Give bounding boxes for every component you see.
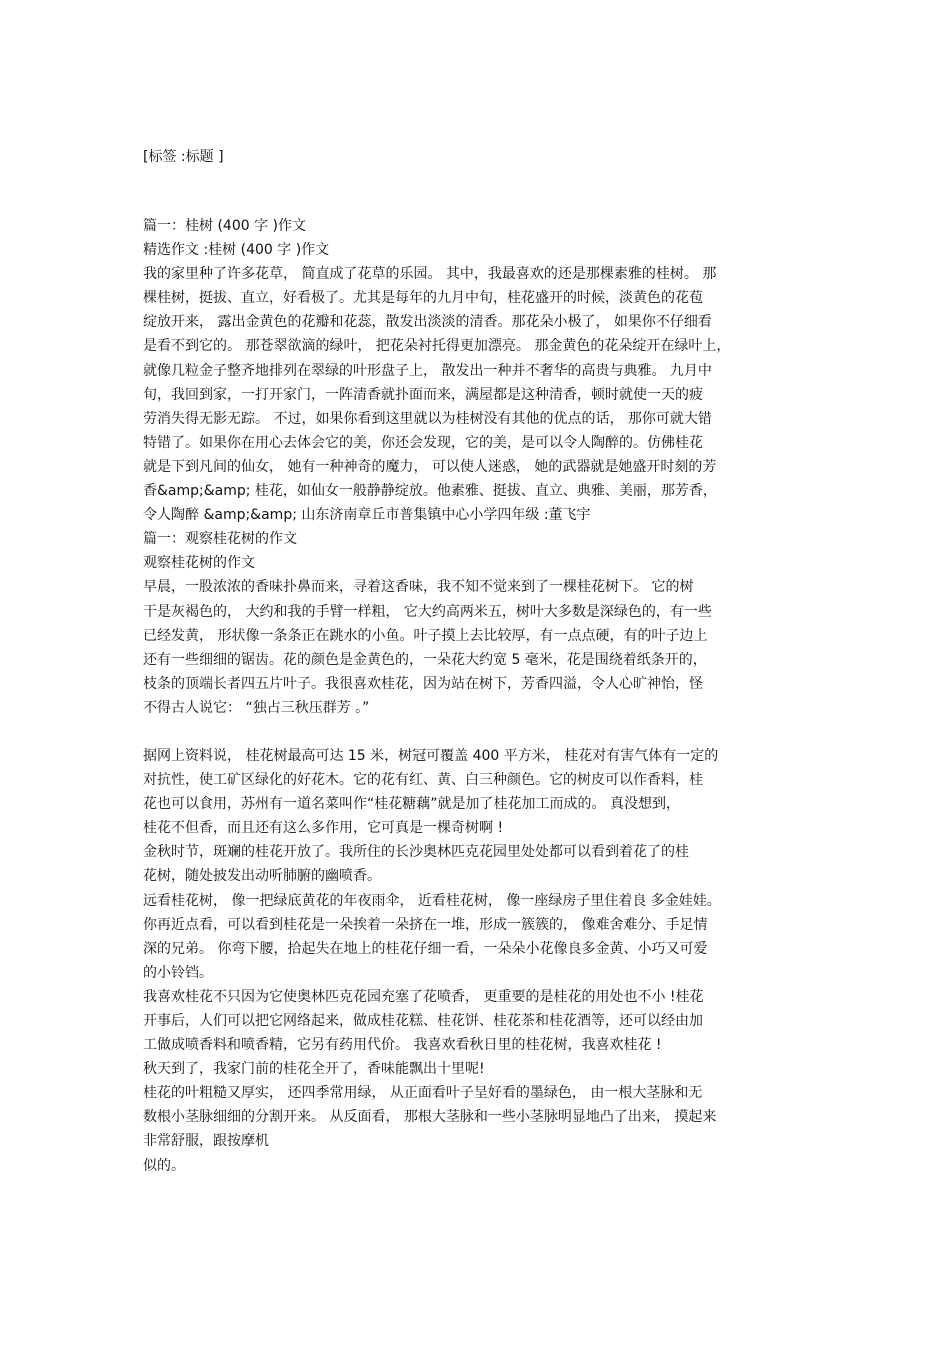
text-line: 篇一：桂树 (400 字 )作文 — [143, 218, 306, 234]
text-line: 数根小茎脉细细的分割开来。 从反面看， 那根大茎脉和一些小茎脉明显地凸了出来， 摸起来 — [143, 1109, 717, 1126]
text-line: 开事后，人们可以把它网络起来，做成桂花糕、桂花饼、桂花茶和桂花酒等，还可以经由加 — [143, 1013, 703, 1029]
text-line: 远看桂花树， 像一把绿底黄花的年夜雨伞， 近看桂花树， 像一座绿房子里住着良 多金娃娃。 — [143, 892, 721, 909]
text-line: 你再近点看，可以看到桂花是一朵挨着一朵挤在一堆，形成一簇簇的， 像难舍难分、手足情 — [143, 916, 708, 933]
tag-label: [标签 :标题 ] — [143, 149, 224, 165]
text-line: 香&amp;&amp; 桂花，如仙女一般静静绽放。他素雅、挺拔、直立、典雅、美丽，那芳香， — [143, 483, 717, 500]
text-line: 已经发黄， 形状像一条条正在跳水的小鱼。叶子摸上去比较厚，有一点点硬，有的叶子边上 — [143, 627, 708, 644]
text-line: 棵桂树，挺拔、直立，好看极了。尤其是每年的九月中旬，桂花盛开的时候，淡黄色的花苞 — [143, 290, 703, 307]
text-line: 特错了。如果你在用心去体会它的美，你还会发现，它的美，是可以令人陶醉的。仿佛桂花 — [143, 434, 703, 451]
text-line: 就是下到凡间的仙女， 她有一种神奇的魔力， 可以使人迷惑， 她的武器就是她盛开时刻的芳 — [143, 458, 717, 475]
text-line: 工做成喷香料和喷香精，它另有药用代价。 我喜欢看秋日里的桂花树，我喜欢桂花 ! — [143, 1037, 662, 1054]
text-line: 非常舒服，跟按摩机 — [143, 1133, 269, 1150]
text-line: 我的家里种了许多花草， 简直成了花草的乐园。 其中，我最喜欢的还是那棵素雅的桂树。 那 — [143, 266, 717, 283]
text-line: 桂花不但香，而且还有这么多作用，它可真是一棵奇树啊 ! — [143, 820, 504, 837]
text-line: 据网上资料说， 桂花树最高可达 15 米，树冠可覆盖 400 平方米， 桂花对有害气体有一定的 — [143, 747, 719, 764]
paragraph-gap — [143, 720, 808, 744]
text-line: 深的兄弟。 你弯下腰，拾起失在地上的桂花仔细一看，一朵朵小花像良多金黄、小巧又可爱 — [143, 940, 708, 957]
text-line: 劳消失得无影无踪。 不过，如果你看到这里就以为桂树没有其他的优点的话， 那你可就大错 — [143, 410, 712, 427]
text-line: 花也可以食用，苏州有一道名菜叫作“桂花糖藕”就是加了桂花加工而成的。 真没想到， — [143, 796, 680, 813]
text-line: 还有一些细细的锯齿。花的颜色是金黄色的，一朵花大约宽 5 毫米，花是围绕着纸条开的， — [143, 651, 707, 668]
text-line: 干是灰褐色的， 大约和我的手臂一样粗， 它大约高两米五，树叶大多数是深绿色的，有一些 — [143, 603, 712, 620]
text-line: 精选作文 :桂树 (400 字 )作文 — [143, 242, 330, 259]
text-line: 不得古人说它： “独占三秋压群芳 。” — [143, 699, 370, 716]
text-line: 我喜欢桂花不只因为它使奥林匹克花园充塞了花喷香， 更重要的是桂花的用处也不小 !桂花 — [143, 988, 704, 1005]
text-line: 的小铃铛。 — [143, 964, 213, 981]
text-line: 金秋时节，斑斓的桂花开放了。我所住的长沙奥林匹克花园里处处都可以看到着花了的桂 — [143, 844, 689, 861]
text-line: 篇一：观察桂花树的作文 — [143, 531, 297, 548]
text-line: 秋天到了，我家门前的桂花全开了，香味能飘出十里呢! — [143, 1061, 485, 1078]
text-line: 似的。 — [143, 1157, 185, 1174]
text-line: 就像几粒金子整齐地排列在翠绿的叶形盘子上， 散发出一种并不奢华的高贵与典雅。 九月中 — [143, 362, 712, 379]
text-line: 观察桂花树的作文 — [143, 555, 255, 572]
text-block-second — [143, 744, 808, 1178]
text-line: 桂花的叶粗糙又厚实， 还四季常用绿， 从正面看叶子呈好看的墨绿色， 由一根大茎脉和无 — [143, 1085, 703, 1102]
text-line: 花树，随处披发出动听肺腑的幽喷香。 — [143, 868, 381, 885]
text-line: 旬，我回到家，一打开家门，一阵清香就扑面而来，满屋都是这种清香，顿时就使一天的疲 — [143, 386, 703, 403]
text-line: 是看不到它的。 那苍翠欲滴的绿叶， 把花朵衬托得更加漂亮。 那金黄色的花朵绽开在绿叶上， — [143, 338, 731, 355]
text-line: 对抗性，使工矿区绿化的好花木。它的花有红、黄、白三种颜色。它的树皮可以作香料，桂 — [143, 772, 703, 789]
text-line: 绽放开来， 露出金黄色的花瓣和花蕊，散发出淡淡的清香。那花朵小极了， 如果你不仔细看 — [143, 314, 712, 331]
text-line: 早晨，一股浓浓的香味扑鼻而来，寻着这香味，我不知不觉来到了一棵桂花树下。 它的树 — [143, 579, 694, 596]
document-body — [143, 214, 808, 1178]
text-line: 令人陶醉 &amp;&amp; 山东济南章丘市普集镇中心小学四年级 :董飞宇 — [143, 507, 591, 524]
text-block-first — [143, 214, 808, 720]
text-line: 枝条的顶端长者四五片叶子。我很喜欢桂花，因为站在树下，芳香四溢，令人心旷神怡，怪 — [143, 675, 703, 692]
